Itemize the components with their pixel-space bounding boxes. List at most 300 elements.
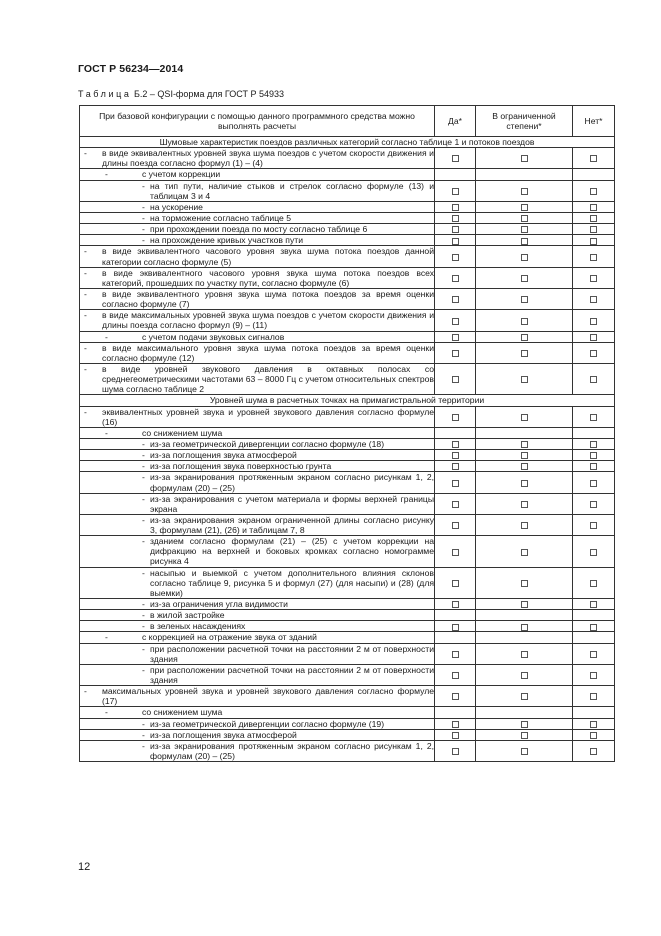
cell-yes bbox=[435, 472, 476, 493]
dash-marker: - bbox=[142, 472, 145, 483]
dash-marker: - bbox=[84, 686, 87, 697]
checkbox-yes[interactable] bbox=[452, 732, 459, 739]
checkbox-no[interactable] bbox=[590, 672, 597, 679]
checkbox-no[interactable] bbox=[590, 452, 597, 459]
row-description bbox=[80, 310, 435, 331]
checkbox-limited[interactable] bbox=[521, 732, 528, 739]
table-row bbox=[80, 342, 615, 363]
cell-no bbox=[573, 342, 615, 363]
checkbox-no[interactable] bbox=[590, 376, 597, 383]
table-row bbox=[80, 686, 615, 707]
checkbox-yes[interactable] bbox=[452, 452, 459, 459]
row-text: из-за экранирования протяженным экраном согласно рисункам 1, 2, формулам (20) – (25) bbox=[150, 740, 434, 762]
cell-no bbox=[573, 567, 615, 598]
cell-no bbox=[573, 427, 615, 438]
table-row bbox=[80, 169, 615, 180]
cell-no bbox=[573, 643, 615, 664]
row-description bbox=[80, 643, 435, 664]
checkbox-limited[interactable] bbox=[521, 350, 528, 357]
cell-no bbox=[573, 686, 615, 707]
checkbox-no[interactable] bbox=[590, 748, 597, 755]
checkbox-yes[interactable] bbox=[452, 522, 459, 529]
dash-marker: - bbox=[84, 363, 87, 374]
row-description bbox=[80, 246, 435, 267]
row-text: с учетом подачи звуковых сигналов bbox=[142, 331, 285, 342]
checkbox-limited[interactable] bbox=[521, 480, 528, 487]
document-title: ГОСТ Р 56234—2014 bbox=[78, 63, 184, 75]
cell-limited bbox=[476, 406, 573, 427]
checkbox-yes[interactable] bbox=[452, 254, 459, 261]
header-yes: Да* bbox=[435, 106, 476, 137]
row-description bbox=[80, 406, 435, 427]
checkbox-limited[interactable] bbox=[521, 522, 528, 529]
table-row bbox=[80, 180, 615, 201]
dash-marker: - bbox=[105, 632, 108, 643]
cell-limited bbox=[476, 621, 573, 632]
checkbox-limited[interactable] bbox=[521, 376, 528, 383]
row-description bbox=[80, 567, 435, 598]
cell-no bbox=[573, 740, 615, 761]
table-row bbox=[80, 310, 615, 331]
qsi-form-table bbox=[79, 105, 615, 762]
checkbox-yes[interactable] bbox=[452, 275, 459, 282]
cell-yes bbox=[435, 331, 476, 342]
checkbox-no[interactable] bbox=[590, 522, 597, 529]
checkbox-yes[interactable] bbox=[452, 480, 459, 487]
checkbox-no[interactable] bbox=[590, 693, 597, 700]
checkbox-no[interactable] bbox=[590, 318, 597, 325]
checkbox-limited[interactable] bbox=[521, 624, 528, 631]
row-description bbox=[80, 148, 435, 169]
dash-marker: - bbox=[142, 718, 145, 729]
cell-no bbox=[573, 331, 615, 342]
row-description bbox=[80, 686, 435, 707]
row-description bbox=[80, 461, 435, 472]
cell-limited bbox=[476, 729, 573, 740]
checkbox-yes[interactable] bbox=[452, 350, 459, 357]
table-row bbox=[80, 729, 615, 740]
dash-marker: - bbox=[142, 643, 145, 654]
cell-no bbox=[573, 212, 615, 223]
table-row bbox=[80, 406, 615, 427]
table-row bbox=[80, 224, 615, 235]
cell-yes bbox=[435, 427, 476, 438]
checkbox-no[interactable] bbox=[590, 275, 597, 282]
checkbox-limited[interactable] bbox=[521, 463, 528, 470]
page-number: 12 bbox=[78, 861, 91, 873]
table-row bbox=[80, 246, 615, 267]
checkbox-limited[interactable] bbox=[521, 414, 528, 421]
checkbox-yes[interactable] bbox=[452, 155, 459, 162]
row-text: в зеленых насаждениях bbox=[150, 621, 246, 632]
dash-marker: - bbox=[142, 201, 145, 212]
row-description bbox=[80, 235, 435, 246]
checkbox-limited[interactable] bbox=[521, 155, 528, 162]
row-description bbox=[80, 718, 435, 729]
checkbox-limited[interactable] bbox=[521, 748, 528, 755]
row-description bbox=[80, 438, 435, 449]
cell-no bbox=[573, 632, 615, 643]
table-caption-text: Б.2 – QSI-форма для ГОСТ Р 54933 bbox=[134, 89, 285, 99]
row-text: в виде максимального уровня звука шума потока поездов за время оценки согласно формуле (12) bbox=[102, 342, 434, 363]
table-row bbox=[80, 331, 615, 342]
dash-marker: - bbox=[142, 212, 145, 223]
cell-yes bbox=[435, 686, 476, 707]
checkbox-yes[interactable] bbox=[452, 188, 459, 195]
checkbox-no[interactable] bbox=[590, 215, 597, 222]
cell-limited bbox=[476, 707, 573, 718]
table-row bbox=[80, 472, 615, 493]
checkbox-limited[interactable] bbox=[521, 238, 528, 245]
cell-no bbox=[573, 461, 615, 472]
checkbox-yes[interactable] bbox=[452, 215, 459, 222]
cell-limited bbox=[476, 246, 573, 267]
row-text: на торможение согласно таблице 5 bbox=[150, 212, 292, 223]
row-description bbox=[80, 450, 435, 461]
row-description bbox=[80, 169, 435, 180]
dash-marker: - bbox=[142, 493, 145, 504]
header-limited: В ограниченной степени* bbox=[476, 106, 573, 137]
row-text: с коррекцией на отражение звука от зданий bbox=[142, 632, 317, 643]
cell-no bbox=[573, 493, 615, 514]
row-text: из-за экранирования протяженным экраном согласно рисункам 1, 2, формулам (20) – (25) bbox=[150, 472, 434, 493]
checkbox-yes[interactable] bbox=[452, 441, 459, 448]
table-row bbox=[80, 643, 615, 664]
checkbox-limited[interactable] bbox=[521, 188, 528, 195]
row-description bbox=[80, 740, 435, 761]
cell-yes bbox=[435, 246, 476, 267]
row-text: при расположении расчетной точки на расстоянии 2 м от поверхности здания bbox=[150, 664, 434, 686]
checkbox-no[interactable] bbox=[590, 238, 597, 245]
checkbox-limited[interactable] bbox=[521, 318, 528, 325]
row-text: в жилой застройке bbox=[150, 610, 225, 621]
table-row bbox=[80, 599, 615, 610]
cell-limited bbox=[476, 427, 573, 438]
cell-yes bbox=[435, 310, 476, 331]
table-row bbox=[80, 740, 615, 761]
cell-limited bbox=[476, 472, 573, 493]
cell-limited bbox=[476, 632, 573, 643]
checkbox-yes[interactable] bbox=[452, 376, 459, 383]
cell-limited bbox=[476, 493, 573, 514]
dash-marker: - bbox=[84, 148, 87, 159]
dash-marker: - bbox=[84, 246, 87, 257]
cell-yes bbox=[435, 148, 476, 169]
table-row bbox=[80, 235, 615, 246]
row-description bbox=[80, 610, 435, 621]
checkbox-limited[interactable] bbox=[521, 226, 528, 233]
checkbox-yes[interactable] bbox=[452, 226, 459, 233]
checkbox-no[interactable] bbox=[590, 204, 597, 211]
checkbox-yes[interactable] bbox=[452, 334, 459, 341]
checkbox-yes[interactable] bbox=[452, 204, 459, 211]
row-description bbox=[80, 427, 435, 438]
table-body bbox=[80, 137, 615, 762]
cell-yes bbox=[435, 718, 476, 729]
cell-yes bbox=[435, 180, 476, 201]
table-row bbox=[80, 363, 615, 394]
row-description bbox=[80, 707, 435, 718]
checkbox-no[interactable] bbox=[590, 480, 597, 487]
row-description bbox=[80, 493, 435, 514]
cell-no bbox=[573, 438, 615, 449]
row-text: в виде эквивалентных уровней звука шума поездов с учетом скорости движения и длины поезда согласно формул (1) – (4) bbox=[102, 148, 434, 169]
row-description bbox=[80, 621, 435, 632]
cell-no bbox=[573, 536, 615, 567]
checkbox-yes[interactable] bbox=[452, 549, 459, 556]
dash-marker: - bbox=[142, 180, 145, 191]
dash-marker: - bbox=[84, 342, 87, 353]
cell-no bbox=[573, 310, 615, 331]
checkbox-no[interactable] bbox=[590, 441, 597, 448]
row-text: в виде эквивалентного часового уровня звука шума потока поездов данной категории согласно формуле (5) bbox=[102, 246, 434, 267]
checkbox-no[interactable] bbox=[590, 580, 597, 587]
table-row bbox=[80, 664, 615, 685]
checkbox-limited[interactable] bbox=[521, 672, 528, 679]
checkbox-limited[interactable] bbox=[521, 601, 528, 608]
table-header-row bbox=[80, 106, 615, 137]
cell-yes bbox=[435, 363, 476, 394]
row-text: в виде эквивалентного уровня звука шума потока поездов за время оценки согласно формуле (7) bbox=[102, 288, 434, 310]
row-text: со снижением шума bbox=[142, 427, 223, 438]
cell-no bbox=[573, 246, 615, 267]
row-text: при расположении расчетной точки на расстоянии 2 м от поверхности здания bbox=[150, 643, 434, 664]
row-description bbox=[80, 201, 435, 212]
cell-yes bbox=[435, 212, 476, 223]
checkbox-limited[interactable] bbox=[521, 452, 528, 459]
cell-limited bbox=[476, 643, 573, 664]
checkbox-no[interactable] bbox=[590, 721, 597, 728]
checkbox-limited[interactable] bbox=[521, 204, 528, 211]
row-description bbox=[80, 212, 435, 223]
dash-marker: - bbox=[142, 740, 145, 751]
row-description bbox=[80, 331, 435, 342]
cell-yes bbox=[435, 288, 476, 309]
cell-yes bbox=[435, 599, 476, 610]
checkbox-yes[interactable] bbox=[452, 721, 459, 728]
dash-marker: - bbox=[142, 536, 145, 547]
cell-no bbox=[573, 472, 615, 493]
cell-limited bbox=[476, 201, 573, 212]
cell-no bbox=[573, 610, 615, 621]
cell-limited bbox=[476, 438, 573, 449]
cell-no bbox=[573, 664, 615, 685]
dash-marker: - bbox=[105, 427, 108, 438]
cell-no bbox=[573, 406, 615, 427]
cell-no bbox=[573, 718, 615, 729]
cell-yes bbox=[435, 169, 476, 180]
row-description bbox=[80, 267, 435, 288]
checkbox-no[interactable] bbox=[590, 651, 597, 658]
table-row bbox=[80, 514, 615, 535]
dash-marker: - bbox=[84, 406, 87, 417]
dash-marker: - bbox=[142, 514, 145, 525]
checkbox-no[interactable] bbox=[590, 254, 597, 261]
cell-no bbox=[573, 235, 615, 246]
checkbox-no[interactable] bbox=[590, 624, 597, 631]
row-text: из-за геометрической дивергенции согласно формуле (18) bbox=[150, 438, 385, 449]
cell-no bbox=[573, 729, 615, 740]
row-text: из-за поглощения звука поверхностью грунта bbox=[150, 461, 332, 472]
row-description bbox=[80, 180, 435, 201]
cell-limited bbox=[476, 148, 573, 169]
checkbox-yes[interactable] bbox=[452, 296, 459, 303]
checkbox-yes[interactable] bbox=[452, 238, 459, 245]
dash-marker: - bbox=[84, 267, 87, 278]
dash-marker: - bbox=[142, 235, 145, 246]
cell-limited bbox=[476, 342, 573, 363]
table-row bbox=[80, 450, 615, 461]
cell-limited bbox=[476, 267, 573, 288]
cell-no bbox=[573, 288, 615, 309]
row-text: в виде максимальных уровней звука шума поездов с учетом скорости движения и длины поезда согласно формул (9) – (11) bbox=[102, 310, 434, 331]
cell-yes bbox=[435, 342, 476, 363]
cell-yes bbox=[435, 621, 476, 632]
checkbox-yes[interactable] bbox=[452, 601, 459, 608]
row-text: из-за геометрической дивергенции согласно формуле (19) bbox=[150, 718, 385, 729]
checkbox-yes[interactable] bbox=[452, 580, 459, 587]
cell-yes bbox=[435, 235, 476, 246]
cell-no bbox=[573, 514, 615, 535]
cell-no bbox=[573, 267, 615, 288]
table-row bbox=[80, 718, 615, 729]
checkbox-no[interactable] bbox=[590, 155, 597, 162]
checkbox-yes[interactable] bbox=[452, 318, 459, 325]
checkbox-limited[interactable] bbox=[521, 501, 528, 508]
checkbox-no[interactable] bbox=[590, 188, 597, 195]
checkbox-limited[interactable] bbox=[521, 693, 528, 700]
cell-yes bbox=[435, 461, 476, 472]
cell-no bbox=[573, 180, 615, 201]
cell-limited bbox=[476, 567, 573, 598]
row-description bbox=[80, 536, 435, 567]
checkbox-no[interactable] bbox=[590, 296, 597, 303]
checkbox-limited[interactable] bbox=[521, 549, 528, 556]
checkbox-yes[interactable] bbox=[452, 501, 459, 508]
checkbox-limited[interactable] bbox=[521, 651, 528, 658]
table-row bbox=[80, 288, 615, 309]
checkbox-limited[interactable] bbox=[521, 275, 528, 282]
checkbox-yes[interactable] bbox=[452, 672, 459, 679]
checkbox-limited[interactable] bbox=[521, 721, 528, 728]
cell-no bbox=[573, 224, 615, 235]
row-text: из-за экранирования с учетом материала и формы верхней границы экрана bbox=[150, 493, 434, 514]
dash-marker: - bbox=[142, 450, 145, 461]
checkbox-no[interactable] bbox=[590, 463, 597, 470]
table-row bbox=[80, 567, 615, 598]
header-capability: При базовой конфигурации с помощью данного программного средства можно выполнять расчеты bbox=[80, 106, 435, 137]
cell-no bbox=[573, 599, 615, 610]
row-text: на ускорение bbox=[150, 201, 203, 212]
row-text: максимальных уровней звука и уровней звукового давления согласно формуле (17) bbox=[102, 686, 434, 707]
cell-yes bbox=[435, 740, 476, 761]
checkbox-no[interactable] bbox=[590, 350, 597, 357]
cell-limited bbox=[476, 599, 573, 610]
checkbox-yes[interactable] bbox=[452, 624, 459, 631]
checkbox-yes[interactable] bbox=[452, 651, 459, 658]
table-row bbox=[80, 148, 615, 169]
row-text: из-за экранирования экраном ограниченной длины согласно рисунку 3, формулам (21), (26) и таблицам 7, 8 bbox=[150, 514, 434, 536]
row-text: в виде уровней звукового давления в октавных полосах со среднегеометрическими частотами 63 – 8000 Гц с учетом относительных спектров шума согласно таблице 2 bbox=[102, 363, 434, 395]
checkbox-yes[interactable] bbox=[452, 414, 459, 421]
checkbox-yes[interactable] bbox=[452, 748, 459, 755]
cell-no bbox=[573, 201, 615, 212]
row-text: при прохождении поезда по мосту согласно таблице 6 bbox=[150, 224, 368, 235]
checkbox-no[interactable] bbox=[590, 549, 597, 556]
cell-no bbox=[573, 707, 615, 718]
dash-marker: - bbox=[142, 664, 145, 675]
row-description bbox=[80, 514, 435, 535]
cell-yes bbox=[435, 201, 476, 212]
dash-marker: - bbox=[84, 310, 87, 321]
cell-limited bbox=[476, 235, 573, 246]
cell-limited bbox=[476, 718, 573, 729]
cell-limited bbox=[476, 180, 573, 201]
cell-limited bbox=[476, 514, 573, 535]
row-description bbox=[80, 224, 435, 235]
row-description bbox=[80, 729, 435, 740]
cell-limited bbox=[476, 664, 573, 685]
cell-yes bbox=[435, 224, 476, 235]
header-no: Нет* bbox=[573, 106, 615, 137]
checkbox-yes[interactable] bbox=[452, 693, 459, 700]
dash-marker: - bbox=[105, 169, 108, 180]
cell-no bbox=[573, 148, 615, 169]
row-description bbox=[80, 472, 435, 493]
table-row bbox=[80, 201, 615, 212]
row-description bbox=[80, 599, 435, 610]
row-description bbox=[80, 664, 435, 685]
cell-limited bbox=[476, 224, 573, 235]
cell-limited bbox=[476, 363, 573, 394]
table-row bbox=[80, 461, 615, 472]
dash-marker: - bbox=[105, 707, 108, 718]
checkbox-no[interactable] bbox=[590, 601, 597, 608]
checkbox-yes[interactable] bbox=[452, 463, 459, 470]
cell-limited bbox=[476, 331, 573, 342]
checkbox-limited[interactable] bbox=[521, 334, 528, 341]
section-heading: Уровней шума в расчетных точках на примагистральной территории bbox=[80, 395, 615, 406]
checkbox-no[interactable] bbox=[590, 414, 597, 421]
row-text: эквивалентных уровней звука и уровней звукового давления согласно формуле (16) bbox=[102, 406, 434, 427]
checkbox-limited[interactable] bbox=[521, 296, 528, 303]
row-text: на тип пути, наличие стыков и стрелок согласно формуле (13) и таблицам 3 и 4 bbox=[150, 180, 434, 201]
checkbox-limited[interactable] bbox=[521, 441, 528, 448]
cell-no bbox=[573, 363, 615, 394]
cell-limited bbox=[476, 536, 573, 567]
cell-yes bbox=[435, 729, 476, 740]
checkbox-no[interactable] bbox=[590, 732, 597, 739]
table-row bbox=[80, 536, 615, 567]
cell-limited bbox=[476, 461, 573, 472]
checkbox-limited[interactable] bbox=[521, 254, 528, 261]
dash-marker: - bbox=[142, 729, 145, 740]
checkbox-no[interactable] bbox=[590, 226, 597, 233]
checkbox-no[interactable] bbox=[590, 334, 597, 341]
cell-limited bbox=[476, 310, 573, 331]
table-row bbox=[80, 438, 615, 449]
cell-yes bbox=[435, 643, 476, 664]
table-row bbox=[80, 621, 615, 632]
cell-yes bbox=[435, 267, 476, 288]
cell-yes bbox=[435, 610, 476, 621]
dash-marker: - bbox=[142, 567, 145, 578]
checkbox-limited[interactable] bbox=[521, 580, 528, 587]
checkbox-no[interactable] bbox=[590, 501, 597, 508]
row-description bbox=[80, 363, 435, 394]
checkbox-limited[interactable] bbox=[521, 215, 528, 222]
dash-marker: - bbox=[142, 621, 145, 632]
